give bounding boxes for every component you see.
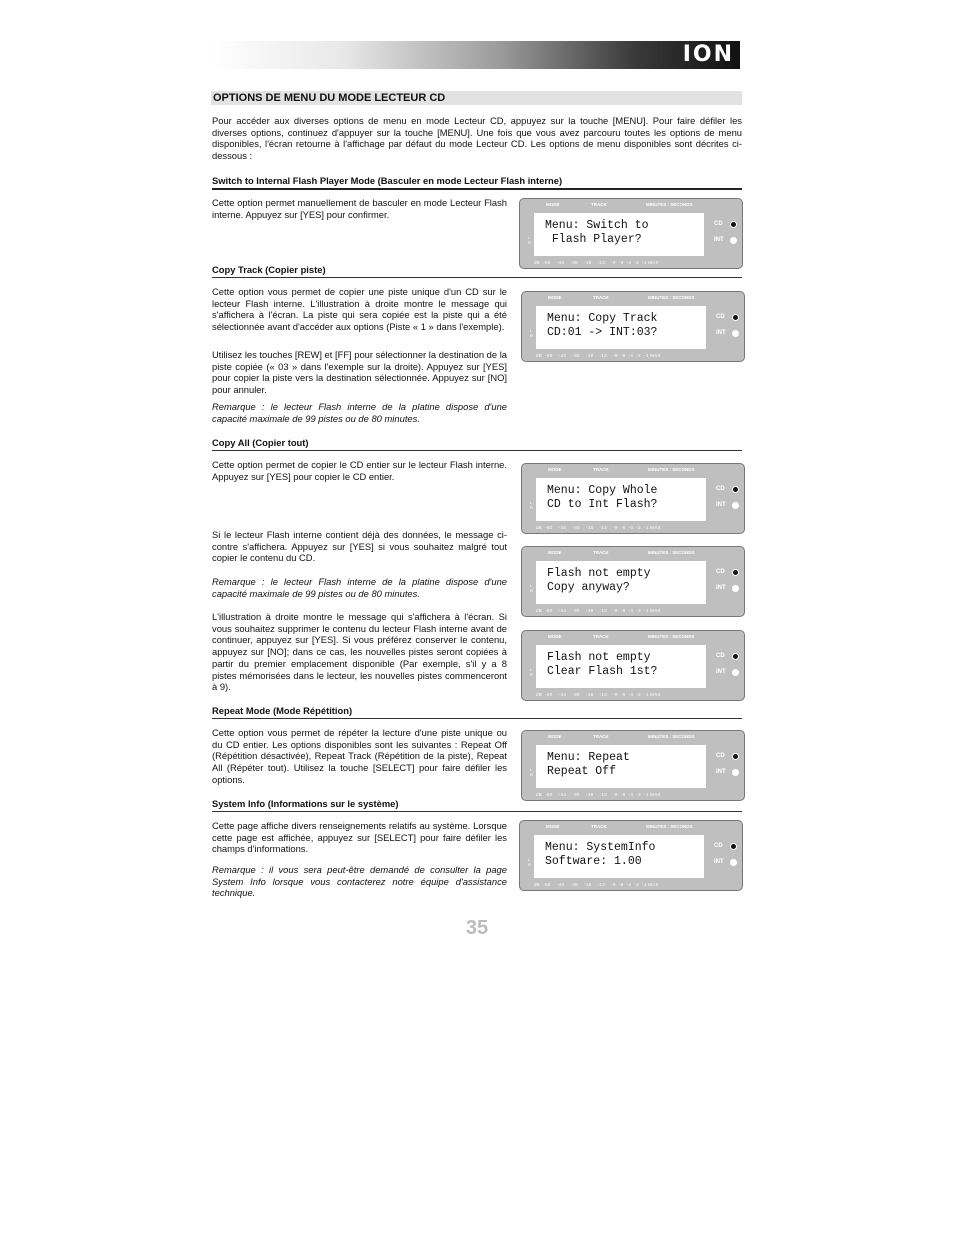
lcd-line-1: Menu: Copy Whole (547, 484, 658, 497)
lcd-time-label: MINUTES : SECONDS (648, 467, 695, 472)
lcd-cd-label: CD (714, 221, 723, 227)
subhead-copy-all: Copy All (Copier tout) (212, 437, 742, 451)
subhead-system-info: System Info (Informations sur le système) (212, 798, 742, 812)
sysinfo-paragraph: Cette page affiche divers renseignements relatifs au système. Lorsque cette page est affichée, appuyez sur [SELECT] pour faire défiler les champs d'informations. (212, 820, 507, 855)
ion-logo: ION (682, 42, 734, 67)
lcd-screen (534, 213, 704, 256)
cd-indicator-icon (732, 569, 739, 576)
cd-indicator-icon (732, 753, 739, 760)
lcd-db-scale: dB -60 -44 -30 -18 -13 -9 -6 -4 -2 -1 MAX (536, 525, 661, 530)
int-indicator-icon (732, 330, 739, 337)
copy-all-note: Remarque : le lecteur Flash interne de la platine dispose d'une capacité maximale de 99 pistes ou de 80 minutes. (212, 576, 507, 599)
lcd-mode-label: MODE (548, 550, 562, 555)
lcd-line-2: Copy anyway? (547, 581, 630, 594)
lcd-lr-label: L R (528, 235, 531, 245)
lcd-int-label: INT (714, 237, 724, 243)
lcd-lr-label: L R (530, 667, 533, 677)
lcd-track-label: TRACK (593, 467, 609, 472)
copy-all-paragraph-3: L'illustration à droite montre le message qui s'affichera à l'écran. Si vous souhaitez supprimer le contenu du lecteur Flash interne avant de continuer, appuyez sur [YES]. Si vous préférez conserver le contenu, appuyez sur [NO]; dans ce cas, les nouvelles pistes seront copiées à partir du premier emplacement disponible (Par exemple, s'il y a 8 pistes mémorisées dans le lecteur, les nouvelles pistes commenceront à 9). (212, 611, 507, 693)
lcd-mode-label: MODE (548, 734, 562, 739)
lcd-db-scale: dB -60 -44 -30 -18 -13 -9 -6 -4 -2 -1 MAX (534, 882, 659, 887)
lcd-line-2: CD:01 -> INT:03? (547, 326, 658, 339)
cd-indicator-icon (732, 486, 739, 493)
cd-indicator-icon (732, 653, 739, 660)
int-indicator-icon (732, 769, 739, 776)
lcd-db-scale: dB -60 -44 -30 -18 -13 -9 -6 -4 -2 -1 MAX (536, 692, 661, 697)
lcd-db-scale: dB -60 -44 -30 -18 -13 -9 -6 -4 -2 -1 MAX (536, 608, 661, 613)
lcd-int-label: INT (716, 585, 726, 591)
lcd-mode-label: MODE (548, 295, 562, 300)
intro-paragraph: Pour accéder aux diverses options de menu en mode Lecteur CD, appuyez sur la touche [MENU]. Pour faire défiler les diverses options, continuez d'appuyer sur la touche [MENU]. Une fois que vous avez parcouru toutes les options de menu disponibles, l'écran retourne à l'affichage par défaut du mode Lecteur CD. Les options de menu disponibles sont décrites ci-dessous : (212, 115, 742, 162)
lcd-screen (536, 306, 706, 349)
lcd-track-label: TRACK (591, 202, 607, 207)
lcd-lr-label: L R (528, 857, 531, 867)
lcd-time-label: MINUTES : SECONDS (646, 824, 693, 829)
lcd-line-1: Menu: Copy Track (547, 312, 658, 325)
lcd-track-label: TRACK (593, 634, 609, 639)
lcd-mode-label: MODE (546, 202, 560, 207)
copy-all-paragraph-2: Si le lecteur Flash interne contient déjà des données, le message ci-contre s'affichera. Appuyez sur [YES] si vous souhaitez malgré tout copier le contenu du CD. (212, 529, 507, 564)
lcd-lr-label: L R (530, 500, 533, 510)
cd-indicator-icon (730, 843, 737, 850)
sysinfo-note: Remarque : il vous sera peut-être demandé de consulter la page System Info lorsque vous contacterez notre équipe d'assistance technique. (212, 864, 507, 899)
subhead-switch: Switch to Internal Flash Player Mode (Basculer en mode Lecteur Flash interne) (212, 175, 742, 190)
int-indicator-icon (732, 585, 739, 592)
header-bar (211, 41, 740, 69)
lcd-int-label: INT (716, 669, 726, 675)
lcd-display (519, 198, 743, 269)
subhead-copy-track: Copy Track (Copier piste) (212, 264, 742, 278)
lcd-line-2: Clear Flash 1st? (547, 665, 658, 678)
lcd-cd-label: CD (716, 486, 725, 492)
lcd-db-scale: dB -60 -44 -30 -18 -13 -9 -6 -4 -2 -1 MAX (536, 792, 661, 797)
int-indicator-icon (732, 669, 739, 676)
lcd-line-2: Repeat Off (547, 765, 617, 778)
subhead-repeat: Repeat Mode (Mode Répétition) (212, 705, 742, 719)
lcd-db-scale: dB -60 -44 -30 -18 -13 -9 -6 -4 -2 -1 MAX (534, 260, 659, 265)
lcd-int-label: INT (716, 502, 726, 508)
lcd-screen (536, 645, 706, 688)
lcd-line-1: Menu: Switch to (545, 219, 649, 232)
lcd-display (521, 730, 745, 801)
copy-track-note: Remarque : le lecteur Flash interne de la platine dispose d'une capacité maximale de 99 pistes ou de 80 minutes. (212, 401, 507, 424)
lcd-line-2: Flash Player? (545, 233, 642, 246)
lcd-line-1: Menu: SystemInfo (545, 841, 656, 854)
lcd-screen (534, 835, 704, 878)
switch-paragraph: Cette option permet manuellement de basculer en mode Lecteur Flash interne. Appuyez sur [YES] pour confirmer. (212, 197, 507, 220)
int-indicator-icon (730, 859, 737, 866)
lcd-track-label: TRACK (591, 824, 607, 829)
lcd-int-label: INT (716, 769, 726, 775)
lcd-display (521, 630, 745, 701)
lcd-lr-label: L R (530, 767, 533, 777)
section-title: OPTIONS DE MENU DU MODE LECTEUR CD (211, 91, 742, 105)
lcd-lr-label: L R (530, 328, 533, 338)
lcd-time-label: MINUTES : SECONDS (648, 734, 695, 739)
lcd-track-label: TRACK (593, 550, 609, 555)
lcd-db-scale: dB -60 -44 -30 -18 -13 -9 -6 -4 -2 -1 MAX (536, 353, 661, 358)
repeat-paragraph: Cette option vous permet de répéter la lecture d'une piste unique ou du CD entier. Les options disponibles sont les suivantes : Repeat Off (Répétition désactivée), Repeat Track (Répétition de la piste), Repeat All (Répéter tout). Utilisez la touche [SELECT] pour faire défiler les options. (212, 727, 507, 785)
lcd-int-label: INT (716, 330, 726, 336)
lcd-cd-label: CD (716, 753, 725, 759)
lcd-mode-label: MODE (548, 634, 562, 639)
lcd-line-1: Flash not empty (547, 651, 651, 664)
lcd-screen (536, 745, 706, 788)
lcd-cd-label: CD (716, 314, 725, 320)
lcd-line-2: Software: 1.00 (545, 855, 642, 868)
copy-track-paragraph-2: Utilisez les touches [REW] et [FF] pour sélectionner la destination de la piste copiée (« 03 » dans l'exemple sur la droite). Appuyez sur [YES] pour copier la piste vers la destination sélectionnée. Appuyez sur [NO] pour annuler. (212, 349, 507, 396)
lcd-display (519, 820, 743, 891)
int-indicator-icon (730, 237, 737, 244)
lcd-cd-label: CD (716, 653, 725, 659)
lcd-track-label: TRACK (593, 295, 609, 300)
cd-indicator-icon (730, 221, 737, 228)
copy-track-paragraph-1: Cette option vous permet de copier une piste unique d'un CD sur le lecteur Flash interne. L'illustration à droite montre le message qui s'affichera à l'écran. La piste qui sera copiée est la piste qui a été sélectionnée avant d'accéder aux options (Piste « 1 » dans l'exemple). (212, 286, 507, 333)
lcd-display (521, 546, 745, 617)
lcd-line-1: Flash not empty (547, 567, 651, 580)
page-number: 35 (465, 917, 489, 939)
lcd-screen (536, 478, 706, 521)
int-indicator-icon (732, 502, 739, 509)
lcd-cd-label: CD (714, 843, 723, 849)
lcd-time-label: MINUTES : SECONDS (648, 295, 695, 300)
lcd-mode-label: MODE (546, 824, 560, 829)
cd-indicator-icon (732, 314, 739, 321)
lcd-line-1: Menu: Repeat (547, 751, 630, 764)
lcd-track-label: TRACK (593, 734, 609, 739)
copy-all-paragraph-1: Cette option permet de copier le CD entier sur le lecteur Flash interne. Appuyez sur [YES] pour copier le CD entier. (212, 459, 507, 482)
lcd-screen (536, 561, 706, 604)
lcd-display (521, 463, 745, 534)
lcd-cd-label: CD (716, 569, 725, 575)
lcd-int-label: INT (714, 859, 724, 865)
lcd-time-label: MINUTES : SECONDS (646, 202, 693, 207)
lcd-time-label: MINUTES : SECONDS (648, 634, 695, 639)
lcd-mode-label: MODE (548, 467, 562, 472)
lcd-line-2: CD to Int Flash? (547, 498, 658, 511)
lcd-display (521, 291, 745, 362)
lcd-time-label: MINUTES : SECONDS (648, 550, 695, 555)
lcd-lr-label: L R (530, 583, 533, 593)
